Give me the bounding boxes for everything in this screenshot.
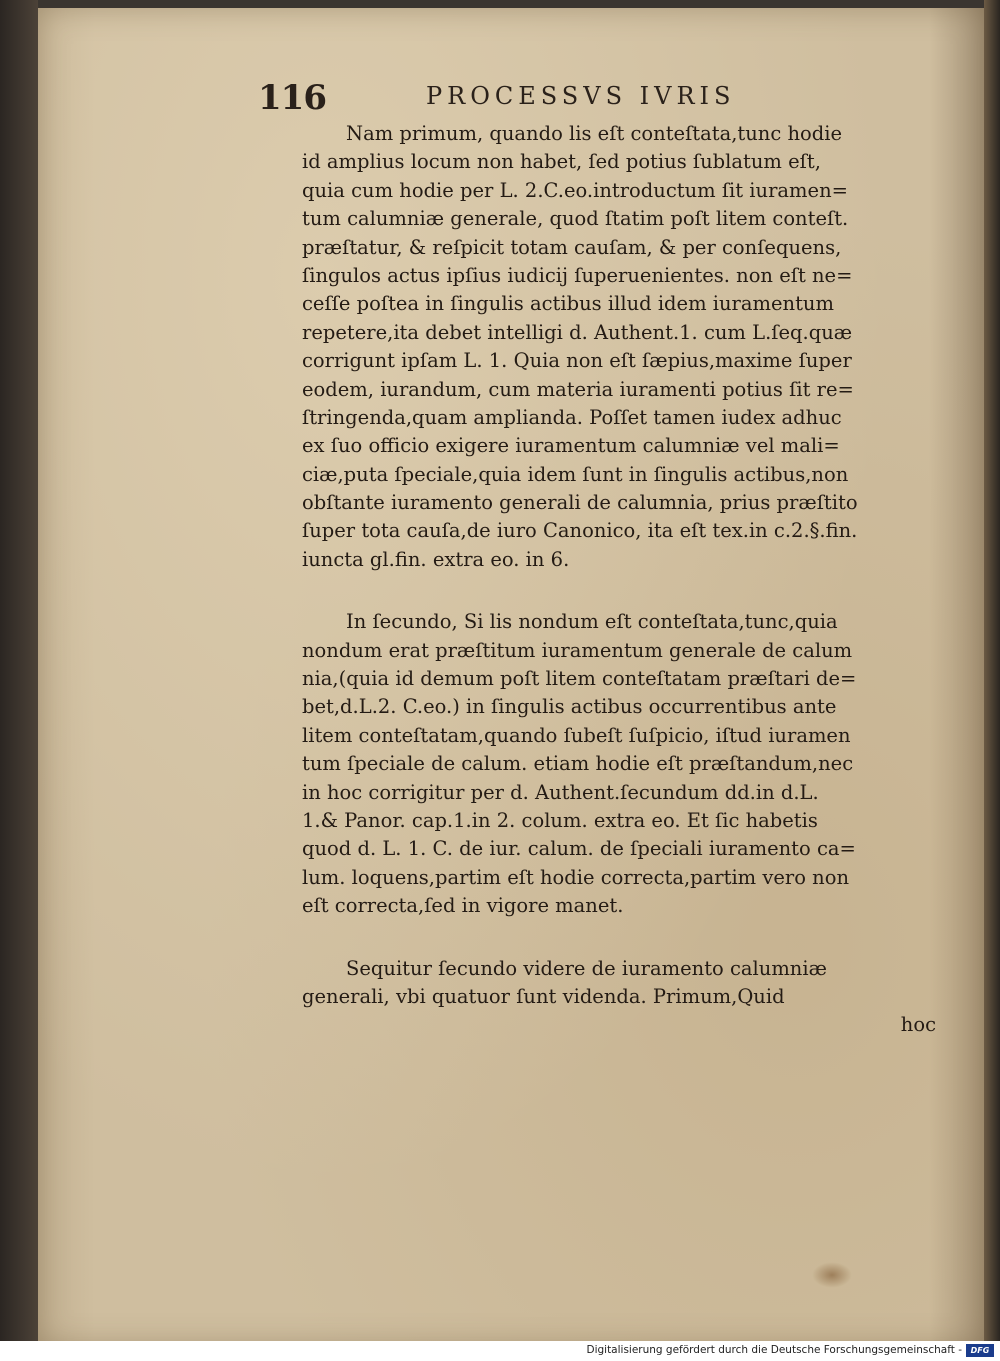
text-line: bet,d.L.2. C.eo.) in ſingulis actibus occurrentibus ante (302, 695, 837, 719)
text-line: 1.& Panor. cap.1.in 2. colum. extra eo. Et ſic habetis (302, 808, 818, 832)
text-line: repetere,ita debet intelligi d. Authent.1. cum L.ſeq.quæ (302, 320, 853, 344)
text-line: obſtante iuramento generali de calumnia, prius præſtito (302, 491, 858, 515)
text-line: præſtatur, & reſpicit totam cauſam, & per conſequens, (302, 235, 842, 259)
text-line: tum calumniæ generale, quod ſtatim poſt litem conteſt. (302, 207, 849, 231)
text-line: quia cum hodie per L. 2.C.eo.introductum ſit iuramen= (302, 178, 848, 202)
paragraph-gap (302, 574, 942, 608)
paragraph-gap (302, 921, 942, 955)
body-text (302, 120, 942, 1040)
text-line: ſingulos actus ipſius iudicij ſuperuenientes. non eſt ne= (302, 263, 853, 287)
text-line: nia,(quia id demum poſt litem conteſtatam præſtari de= (302, 667, 857, 691)
funding-credit: Digitalisierung gefördert durch die Deutsche Forschungsgemeinschaft - (586, 1344, 962, 1356)
running-head: PROCESSVS IVRIS (426, 82, 736, 110)
paragraph-3 (302, 955, 942, 1040)
text-line: iuncta gl.fin. extra eo. in 6. (302, 547, 570, 571)
digitization-footer (0, 1341, 1000, 1361)
scan-left-edge (0, 0, 38, 1361)
text-line: ſuper tota cauſa,de iuro Canonico, ita eſt tex.in c.2.§.fin. (302, 519, 858, 543)
text-line: ciæ,puta ſpeciale,quia idem ſunt in ſingulis actibus,non (302, 462, 849, 486)
text-line: ceſſe poſtea in ſingulis actibus illud idem iuramentum (302, 292, 834, 316)
text-line: ſtringenda,quam amplianda. Poſſet tamen iudex adhuc (302, 405, 842, 429)
text-line: eodem, iurandum, cum materia iuramenti potius ſit re= (302, 377, 854, 401)
page-number: 116 (258, 78, 326, 118)
text-line: in hoc corrigitur per d. Authent.ſecundum dd.in d.L. (302, 780, 819, 804)
text-line: tum ſpeciale de calum. etiam hodie eſt præſtandum,nec (302, 752, 854, 776)
text-line: Nam primum, quando lis eſt conteſtata,tunc hodie (346, 122, 843, 145)
page-header (258, 78, 818, 118)
text-line: id amplius locum non habet, ſed potius ſublatum eſt, (302, 150, 821, 174)
dfg-logo-icon[interactable]: DFG (966, 1344, 994, 1357)
text-line: quod d. L. 1. C. de iur. calum. de ſpeciali iuramento ca= (302, 837, 856, 861)
text-line: ex ſuo officio exigere iuramentum calumniæ vel mali= (302, 434, 840, 458)
catchword: hoc (900, 1013, 936, 1037)
text-line: nondum erat præſtitum iuramentum generale de calum (302, 638, 853, 662)
paragraph-2 (302, 608, 942, 920)
text-line: In ſecundo, Si lis nondum eſt conteſtata,tunc,quia (346, 610, 838, 634)
paper-stain (812, 1262, 852, 1288)
text-line: generali, vbi quatuor ſunt videnda. Primum,Quid (302, 984, 785, 1008)
paragraph-1 (302, 120, 942, 574)
text-line: lum. loquens,partim eſt hodie correcta,partim vero non (302, 865, 850, 889)
scan-right-edge (984, 0, 1000, 1361)
text-line: corrigunt ipſam L. 1. Quia non eſt ſæpius,maxime ſuper (302, 349, 852, 373)
text-line: eſt correcta,ſed in vigore manet. (302, 894, 624, 918)
text-line: litem conteſtatam,quando ſubeſt ſuſpicio, iſtud iuramen (302, 723, 851, 747)
text-line: Sequitur ſecundo videre de iuramento calumniæ (346, 956, 827, 980)
